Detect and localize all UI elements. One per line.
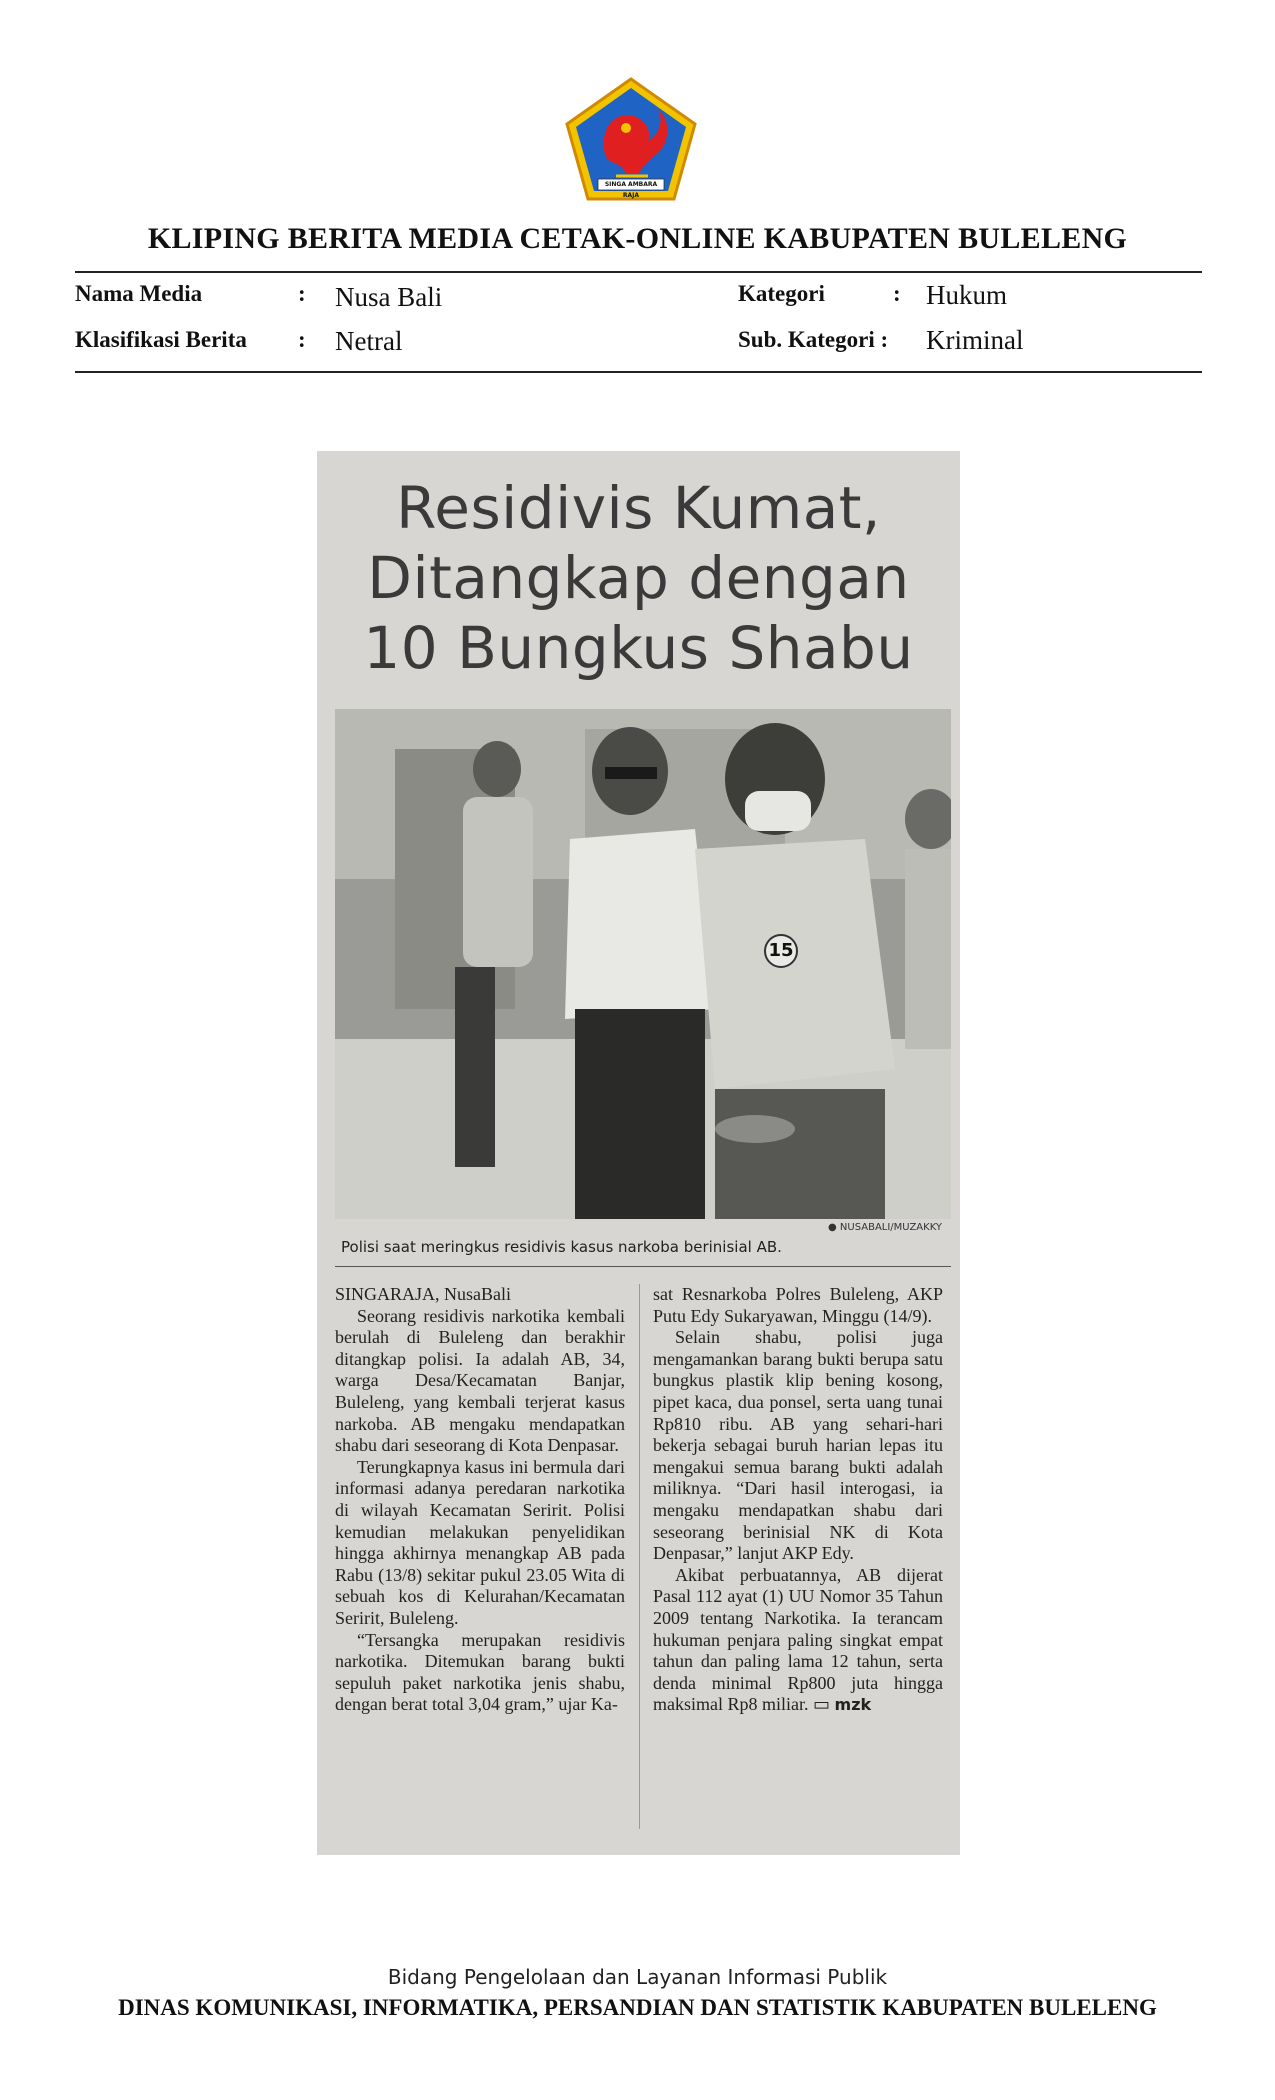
article-paragraph-last [653, 1565, 943, 1716]
headline-line-1: Residivis Kumat, [396, 474, 881, 542]
photo-caption: Polisi saat meringkus residivis kasus narkoba berinisial AB. [341, 1238, 782, 1256]
article-column-right [653, 1284, 943, 1716]
kategori-colon: : [893, 281, 901, 306]
headline-line-2: Ditangkap dengan [367, 544, 910, 612]
author-signoff: mzk [834, 1695, 872, 1715]
article-paragraph: Terungkapnya kasus ini bermula dari informasi adanya peredaran narkotika di wilayah Kecamatan Seririt. Polisi kemudian melakukan penyelidikan hingga akhirnya menangkap AB pada Rabu (13/8) sekitar pukul 23.05 Wita di sebuah kos di Kelurahan/Kecamatan Seririt, Buleleng. [335, 1456, 625, 1628]
footer-division: Bidang Pengelolaan dan Layanan Informasi Publik [387, 1965, 888, 1989]
article-paragraph: Seorang residivis narkotika kembali berulah di Buleleng dan berakhir ditangkap polisi. Ia adalah AB, 34, warga Desa/Kecamatan Banjar, Buleleng, yang kembali terjerat kasus narkoba. AB mengaku mendapatkan shabu dari seseorang di Kota Denpasar. [335, 1305, 625, 1456]
nama-media-colon: : [298, 281, 306, 306]
photo-credit: ● NUSABALI/MUZAKKY [828, 1222, 942, 1233]
news-clipping [317, 451, 960, 1855]
nama-media-label: Nama Media [75, 281, 203, 306]
author-signoff-icon: ▭ [813, 1694, 831, 1715]
footer-agency: DINAS KOMUNIKASI, INFORMATIKA, PERSANDIAN DAN STATISTIK KABUPATEN BULELENG [118, 1995, 1157, 2020]
kategori-label: Kategori [738, 281, 825, 306]
document-title: KLIPING BERITA MEDIA CETAK-ONLINE KABUPATEN BULELENG [147, 222, 1128, 255]
klasifikasi-value: Netral [335, 326, 403, 356]
article-paragraph-text: Akibat perbuatannya, AB dijerat Pasal 112 ayat (1) UU Nomor 35 Tahun 2009 tentang Narkotika. Ia terancam hukuman penjara paling singkat empat tahun dan paling lama 12 tahun, serta denda minimal Rp800 juta hingga maksimal Rp8 miliar. [653, 1564, 943, 1715]
klasifikasi-label: Klasifikasi Berita [75, 327, 247, 352]
article-column-left [335, 1284, 625, 1716]
shirt-number: 15 [768, 940, 794, 961]
header-bottom-rule [75, 371, 1202, 373]
sub-kategori-value: Kriminal [926, 325, 1024, 355]
article-paragraph: Selain shabu, polisi juga mengamankan barang bukti berupa satu bungkus plastik klip bening kosong, pipet kaca, dua ponsel, serta uang tunai Rp810 ribu. AB yang sehari-hari bekerja sebagai buruh harian lepas itu mengakui semua barang bukti adalah miliknya. “Dari hasil interogasi, ia mengaku mendapatkan shabu dari seseorang berinisial NK di Kota Denpasar,” lanjut AKP Edy. [653, 1327, 943, 1564]
nama-media-value: Nusa Bali [335, 282, 443, 312]
logo-banner-text: SINGA AMBARA RAJA [604, 181, 658, 199]
article-paragraph: sat Resnarkoba Polres Buleleng, AKP Putu Edy Sukaryawan, Minggu (14/9). [653, 1284, 943, 1326]
header-top-rule [75, 271, 1202, 273]
caption-rule [335, 1266, 951, 1267]
klasifikasi-colon: : [298, 327, 306, 352]
column-divider [639, 1284, 640, 1829]
headline-line-3: 10 Bungkus Shabu [363, 614, 914, 682]
article-dateline: SINGARAJA, NusaBali [335, 1284, 512, 1304]
sub-kategori-label: Sub. Kategori : [738, 327, 889, 352]
article-headline [317, 473, 960, 683]
kategori-value: Hukum [926, 280, 1007, 310]
article-photo [335, 709, 951, 1219]
regency-logo [564, 76, 698, 202]
article-paragraph: “Tersangka merupakan residivis narkotika. Ditemukan barang bukti sepuluh paket narkotika jenis shabu, dengan berat total 3,04 gram,” ujar Ka- [335, 1629, 625, 1715]
